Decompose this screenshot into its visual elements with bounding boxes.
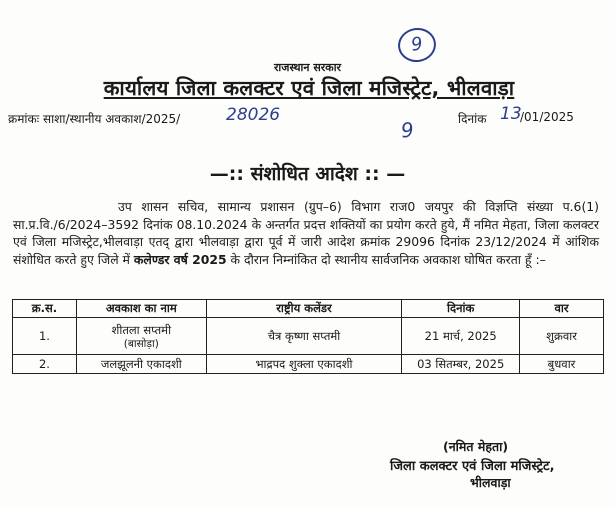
- cell-date: 03 सितम्बर, 2025: [402, 355, 520, 374]
- signatory-place: भीलवाड़ा: [470, 475, 511, 490]
- holiday-table: [12, 299, 604, 374]
- order-title: —:: संशोधित आदेश :: —: [209, 163, 406, 185]
- government-heading: राजस्थान सरकार: [273, 61, 342, 74]
- cell-day: बुधवार: [520, 355, 604, 374]
- date-label: दिनांक: [458, 112, 487, 126]
- header-national-calendar: राष्ट्रीय कलेंडर: [206, 300, 402, 318]
- date-month-year: /01/2025: [520, 110, 574, 124]
- signatory-name: (नमित मेहता): [443, 439, 509, 454]
- table-row: [13, 318, 604, 355]
- cell-serial: 1.: [13, 318, 77, 355]
- handwritten-circled-number: 9: [396, 26, 438, 65]
- cell-holiday-name: जलझूलनी एकादशी: [76, 355, 206, 374]
- cell-calendar: चैत्र कृष्णा सप्तमी: [206, 318, 402, 355]
- signatory-designation: जिला कलक्टर एवं जिला मजिस्ट्रेट,: [390, 459, 555, 474]
- table-row: [13, 355, 604, 374]
- office-heading: कार्यालय जिला कलक्टर एवं जिला मजिस्ट्रेट, भीलवाड़ा: [103, 76, 515, 100]
- date-day: 13: [500, 104, 522, 124]
- body-text-main: उप शासन सचिव, सामान्य प्रशासन (ग्रुप–6) विभाग राज0 जयपुर की विज्ञप्ति संख्या प.6(1) सा.प्र.वि./6/2024–3592 दिनांक 08.10.2024 के अन्तर्गत प्रदत्त शक्तियों का प्रयोग करते हुये, मैं नमित मेहता, जिला कलक्टर एवं जिला मजिस्ट्रेट,भीलवाड़ा एतद् द्वारा भीलवाड़ा द्वारा पूर्व में जारी आदेश क्रमांक 29096 दिनांक 23/12/2024 में आंशिक संशोधित करते हुए जिले में: [13, 199, 599, 267]
- cell-serial: 2.: [13, 355, 77, 374]
- reference-label: क्रमांकः साशा/स्थानीय अवकाश/2025/: [8, 112, 181, 126]
- table-header-row: [13, 300, 604, 318]
- cell-day: शुक्रवार: [520, 318, 604, 355]
- holiday-name-sub: (बासोड़ा): [123, 337, 159, 350]
- header-day: वार: [520, 300, 604, 318]
- body-text-bold: कलेण्डर वर्ष 2025: [133, 251, 227, 267]
- cell-holiday-name: [76, 318, 206, 355]
- header-holiday-name: अवकाश का नाम: [76, 300, 206, 318]
- order-body: [13, 198, 599, 268]
- body-text-end: के दौरान निम्नांकित दो स्थानीय सार्वजनिक अवकाश घोषित करता हूँ :–: [230, 251, 546, 267]
- cell-date: 21 मार्च, 2025: [402, 318, 520, 355]
- header-date: दिनांक: [402, 300, 520, 318]
- cell-calendar: भाद्रपद शुक्ला एकादशी: [206, 355, 402, 374]
- handwritten-mark: 9: [399, 117, 415, 143]
- holiday-name: शीतला सप्तमी: [111, 322, 172, 337]
- header-serial: क्र.स.: [13, 300, 77, 318]
- reference-number: 28026: [226, 105, 281, 125]
